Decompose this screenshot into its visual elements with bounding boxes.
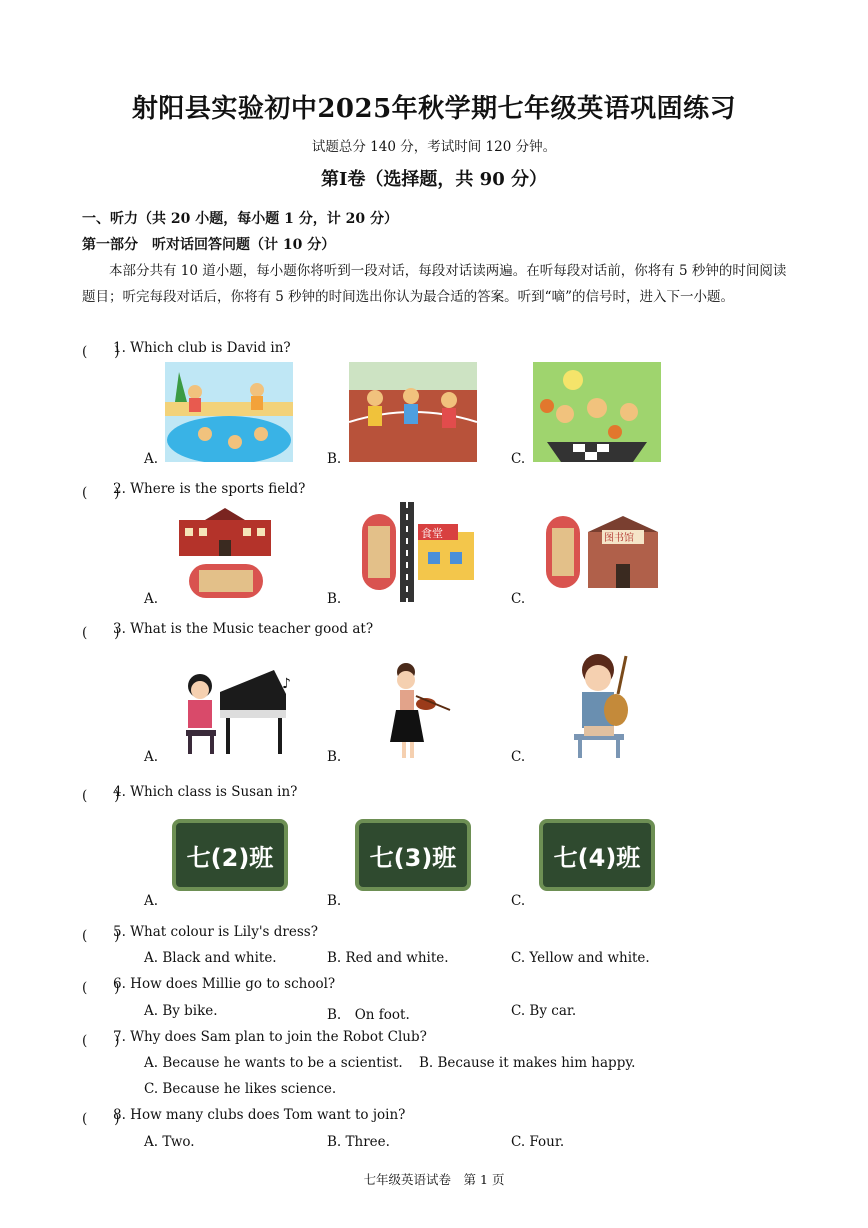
instructions — [82, 258, 788, 310]
question-6: 6. How does Millie go to school? — [113, 976, 336, 992]
option-c[interactable]: C. — [511, 749, 526, 765]
chess-basketball-image — [533, 362, 661, 462]
question-1: 1. Which club is David in? — [113, 340, 291, 356]
option-c[interactable]: C. Four. — [511, 1134, 565, 1150]
exam-title: 射阳县实验初中2025年秋学期七年级英语巩固练习 — [131, 94, 737, 124]
canteen-sign: 食堂 — [421, 527, 443, 540]
question-3: 3. What is the Music teacher good at? — [113, 621, 374, 637]
answer-blank[interactable]: ( ) — [82, 344, 120, 360]
option-a[interactable]: A. — [144, 451, 159, 467]
class-board-a: 七(2)班 — [172, 819, 288, 891]
field-library-image — [544, 512, 660, 592]
option-c[interactable]: C. By car. — [511, 1003, 577, 1019]
option-c[interactable]: C. — [511, 893, 526, 909]
question-2: 2. Where is the sports field? — [113, 481, 306, 497]
answer-blank[interactable]: ( ) — [82, 485, 120, 501]
page-footer: 七年级英语试卷 第 1 页 — [363, 1172, 505, 1187]
option-b[interactable]: B. Because it makes him happy. — [419, 1055, 636, 1071]
class-board-c: 七(4)班 — [539, 819, 655, 891]
running-club-image — [349, 362, 477, 462]
svg-text:♪: ♪ — [282, 676, 291, 692]
answer-blank[interactable]: ( ) — [82, 928, 120, 944]
field-canteen-image — [358, 502, 478, 602]
swimming-club-image — [165, 362, 293, 462]
answer-blank[interactable]: ( ) — [82, 1111, 120, 1127]
subsection-title: 第一部分 听对话回答问题（计 10 分） — [82, 237, 336, 253]
section-title: 一、听力（共 20 小题，每小题 1 分，计 20 分） — [82, 211, 398, 227]
violin-player-image — [376, 660, 452, 764]
library-sign: 图书馆 — [604, 533, 634, 544]
option-a[interactable]: A. By bike. — [144, 1003, 218, 1019]
option-a[interactable]: A. — [144, 893, 159, 909]
option-a[interactable]: A. Black and white. — [144, 950, 277, 966]
option-a[interactable]: A. — [144, 749, 159, 765]
question-7: 7. Why does Sam plan to join the Robot Club? — [113, 1029, 427, 1045]
option-c[interactable]: C. — [511, 451, 526, 467]
pipa-player-image — [568, 648, 640, 760]
option-b[interactable]: B. On foot. — [327, 1007, 410, 1023]
answer-blank[interactable]: ( ) — [82, 1033, 120, 1049]
option-b[interactable]: B. — [327, 451, 342, 467]
answer-blank[interactable]: ( ) — [82, 788, 120, 804]
option-c[interactable]: C. Because he likes science. — [144, 1081, 337, 1097]
question-8: 8. How many clubs does Tom want to join? — [113, 1107, 406, 1123]
option-b[interactable]: B. — [327, 749, 342, 765]
answer-blank[interactable]: ( ) — [82, 625, 120, 641]
question-4: 4. Which class is Susan in? — [113, 784, 298, 800]
piano-player-image — [178, 664, 298, 760]
option-a[interactable]: A. — [144, 591, 159, 607]
question-5: 5. What colour is Lily's dress? — [113, 924, 318, 940]
option-a[interactable]: A. Because he wants to be a scientist. — [144, 1055, 403, 1071]
instructions-text: 本部分共有 10 道小题，每小题你将听到一段对话，每段对话读两遍。在听每段对话前，你将有 5 秒钟的时间阅读题目；听完每段对话后，你将有 5 秒钟的时间选出你认为最合适的答案。听到“嘀”的信号时，进入下一小题。 — [82, 263, 787, 305]
option-a[interactable]: A. Two. — [144, 1134, 195, 1150]
option-b[interactable]: B. Three. — [327, 1134, 390, 1150]
option-b[interactable]: B. — [327, 591, 342, 607]
school-building-field-image — [175, 506, 275, 602]
exam-info: 试题总分 140 分，考试时间 120 分钟。 — [311, 139, 557, 155]
option-b[interactable]: B. — [327, 893, 342, 909]
answer-blank[interactable]: ( ) — [82, 980, 120, 996]
option-b[interactable]: B. Red and white. — [327, 950, 449, 966]
option-c[interactable]: C. Yellow and white. — [511, 950, 650, 966]
option-c[interactable]: C. — [511, 591, 526, 607]
part-title: 第Ⅰ卷（选择题，共 90 分） — [320, 169, 547, 190]
class-board-b: 七(3)班 — [355, 819, 471, 891]
